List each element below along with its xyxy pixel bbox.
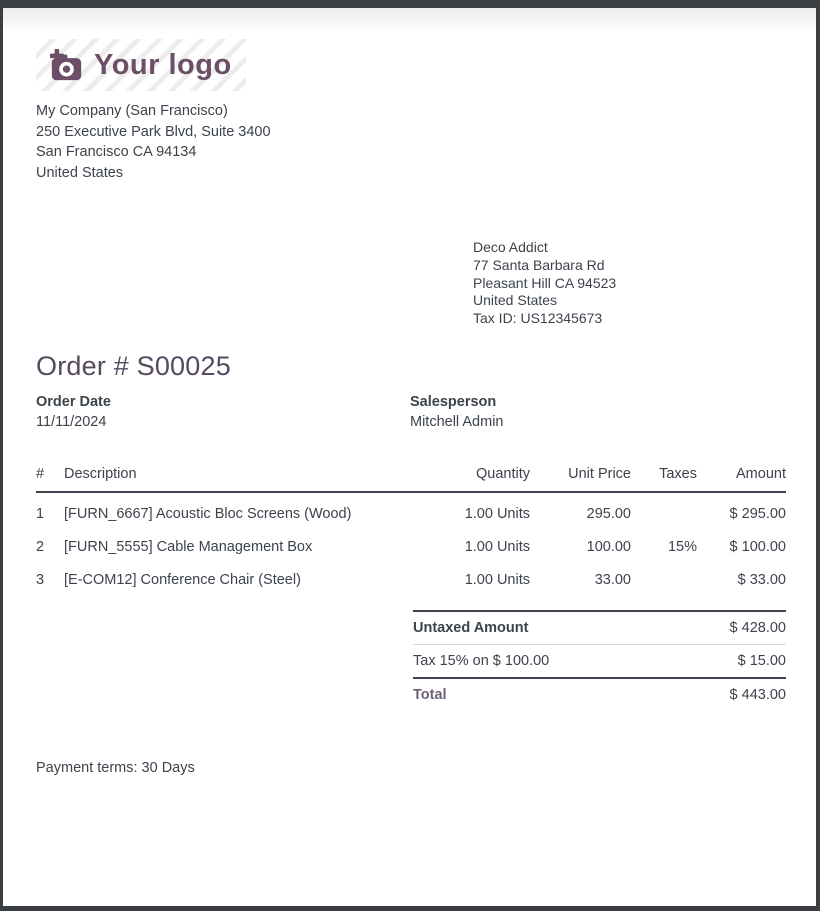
line-taxes (631, 492, 697, 526)
line-unit-price: 100.00 (586, 538, 631, 555)
salesperson-block (410, 392, 784, 433)
header-num: # (36, 462, 64, 492)
untaxed-amount-row (413, 612, 786, 645)
header-quantity: Quantity (418, 462, 530, 492)
company-address (36, 101, 786, 183)
order-date-label: Order Date (36, 393, 111, 410)
untaxed-amount-label: Untaxed Amount (413, 619, 529, 636)
order-date-block (36, 392, 410, 433)
line-amount: $ 33.00 (737, 571, 786, 588)
report-content (3, 39, 816, 776)
customer-city: Pleasant Hill CA 94523 (473, 274, 617, 291)
order-lines-table (36, 462, 786, 592)
header-unit-price: Unit Price (530, 462, 631, 492)
order-date-value: 11/11/2024 (36, 413, 107, 430)
salesperson-label: Salesperson (410, 393, 497, 410)
line-description: [FURN_5555] Cable Management Box (64, 538, 313, 555)
total-row (413, 679, 786, 712)
company-street: 250 Executive Park Blvd, Suite 3400 (36, 123, 271, 140)
line-quantity: 1.00 Units (464, 571, 530, 588)
tax-value: $ 15.00 (737, 652, 786, 669)
line-taxes (631, 559, 697, 592)
company-name: My Company (San Francisco) (36, 103, 228, 119)
header-amount: Amount (697, 462, 786, 492)
line-taxes: 15% (667, 538, 697, 555)
company-country: United States (36, 164, 124, 181)
table-row (36, 559, 786, 592)
customer-name: Deco Addict (473, 239, 548, 255)
total-value: $ 443.00 (729, 687, 786, 704)
line-description: [E-COM12] Conference Chair (Steel) (64, 571, 301, 588)
table-row (36, 526, 786, 559)
line-unit-price: 33.00 (594, 571, 631, 588)
order-info-row (36, 392, 786, 433)
line-number: 3 (36, 571, 45, 588)
payment-terms: Payment terms: 30 Days (36, 759, 195, 776)
line-unit-price: 295.00 (586, 505, 631, 522)
line-quantity: 1.00 Units (464, 505, 530, 522)
camera-plus-icon (48, 49, 85, 82)
totals-section (413, 610, 786, 712)
line-number: 2 (36, 538, 45, 555)
line-quantity: 1.00 Units (464, 538, 530, 555)
customer-country: United States (473, 292, 558, 309)
logo-text: Your logo (94, 48, 232, 81)
table-header-row (36, 462, 786, 492)
customer-street: 77 Santa Barbara Rd (473, 256, 605, 273)
order-title: Order # S00025 (36, 350, 231, 381)
customer-tax-id: Tax ID: US12345673 (473, 310, 603, 327)
line-number: 1 (36, 505, 45, 522)
table-row (36, 492, 786, 526)
company-logo (36, 39, 246, 91)
line-amount: $ 295.00 (729, 505, 786, 522)
document-page (3, 8, 816, 906)
total-label: Total (413, 687, 447, 704)
tax-label: Tax 15% on $ 100.00 (413, 652, 550, 669)
line-description: [FURN_6667] Acoustic Bloc Screens (Wood) (64, 505, 352, 522)
header-description: Description (64, 462, 418, 492)
company-city: San Francisco CA 94134 (36, 144, 197, 160)
header-taxes: Taxes (631, 462, 697, 492)
line-amount: $ 100.00 (729, 538, 786, 555)
salesperson-value: Mitchell Admin (410, 413, 504, 430)
untaxed-amount-value: $ 428.00 (729, 619, 786, 636)
customer-address (473, 239, 786, 328)
tax-row (413, 645, 786, 679)
